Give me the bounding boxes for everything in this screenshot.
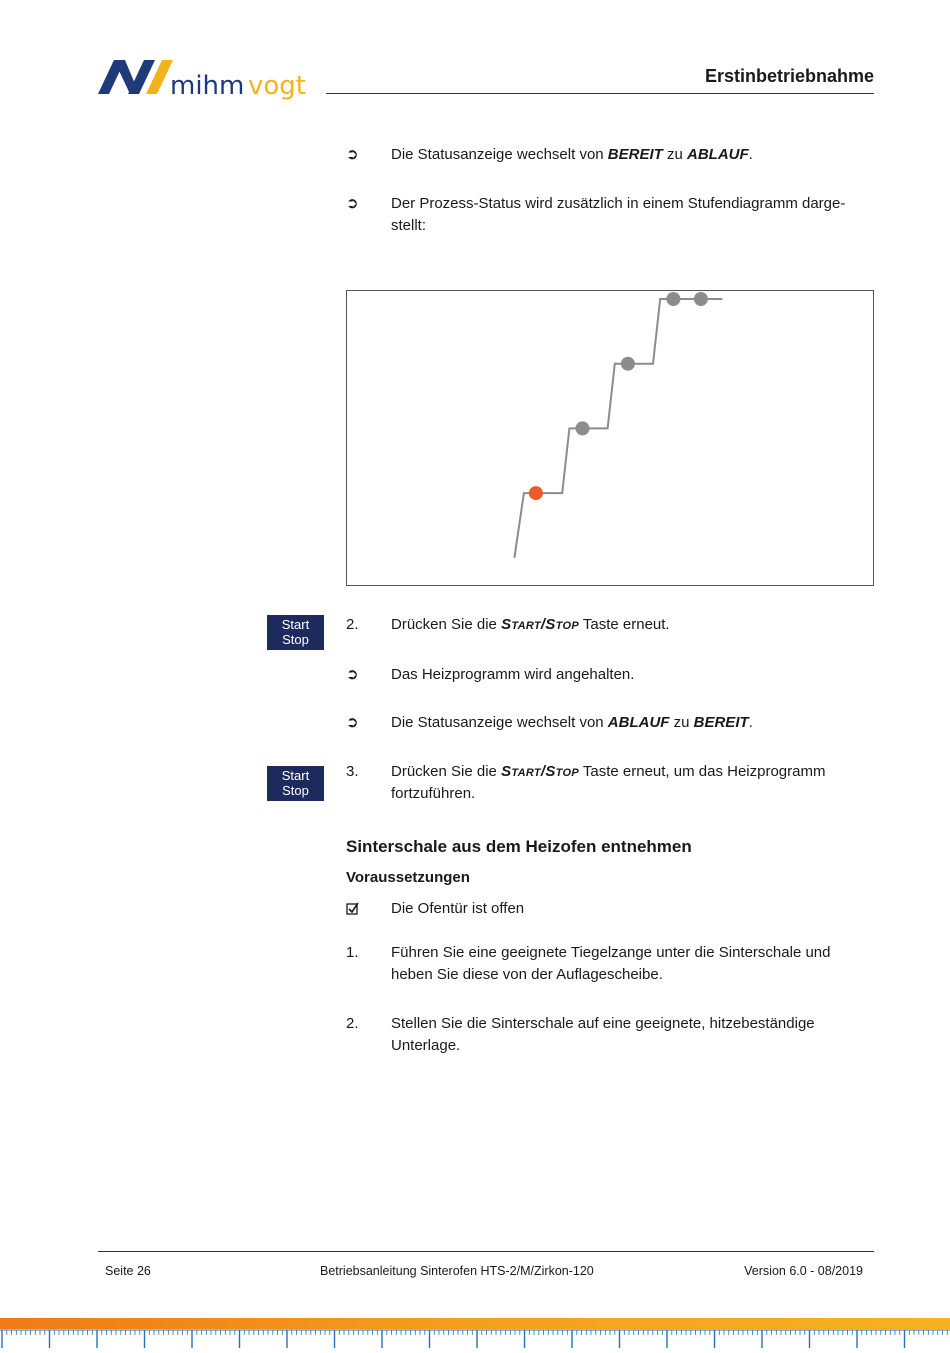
step-marker-pending-5	[694, 292, 708, 306]
step-resume-program	[391, 761, 876, 805]
result-arrow-icon: ➲	[346, 195, 359, 212]
step-number: 2.	[346, 1015, 359, 1032]
key-label-start: Start	[281, 617, 310, 632]
step-text: Taste erneut.	[578, 616, 670, 633]
page-number: Seite 26	[105, 1264, 151, 1278]
step-lift-tray	[391, 942, 876, 986]
document-name: Betriebsanleitung Sinterofen HTS-2/M/Zirkon-120	[320, 1264, 594, 1278]
result-text: Die Statusanzeige wechselt von	[391, 146, 608, 163]
result-line: stellt:	[391, 217, 427, 234]
logo-text-vogt: vogt	[248, 71, 306, 100]
step-number: 2.	[346, 616, 359, 633]
result-program-stopped: Das Heizprogramm wird angehalten.	[391, 666, 635, 683]
status-ablauf: ABLAUF	[687, 146, 749, 163]
step-line: Stellen Sie die Sinterschale auf eine geeignete, hitzebeständige	[391, 1015, 815, 1032]
step-line: Führen Sie eine geeignete Tiegelzange unter die Sinterschale und	[391, 944, 831, 961]
logo-text-mihm: mihm	[170, 71, 245, 100]
preconditions-heading: Voraussetzungen	[346, 869, 470, 886]
step-line: heben Sie diese von der Auflagescheibe.	[391, 966, 663, 983]
step-marker-current-1	[529, 486, 543, 500]
key-label-stop: Stop	[282, 783, 309, 798]
result-line: Der Prozess-Status wird zusätzlich in einem Stufendiagramm darge-	[391, 195, 846, 212]
step-text: Drücken Sie die	[391, 763, 502, 780]
key-name-start-stop: Start/Stop	[501, 763, 579, 780]
result-process-status	[391, 193, 876, 237]
footer-ruler	[0, 1329, 950, 1348]
step-diagram	[346, 290, 874, 586]
company-logo	[98, 56, 328, 100]
step-press-start-stop	[391, 614, 876, 636]
checked-box-icon	[346, 902, 360, 916]
step-number: 1.	[346, 944, 359, 961]
status-ablauf: ABLAUF	[607, 714, 670, 731]
result-status-change	[391, 712, 876, 734]
step-line: fortzuführen.	[391, 785, 476, 802]
key-name-start-stop: Start/Stop	[501, 616, 579, 633]
result-status-change	[391, 144, 876, 166]
step-marker-pending-3	[621, 357, 635, 371]
start-stop-key-icon	[267, 615, 324, 650]
status-bereit: BEREIT	[693, 714, 749, 731]
step-series-line	[514, 299, 722, 558]
step-number: 3.	[346, 763, 359, 780]
step-text: Taste erneut, um das Heizprogramm	[578, 763, 826, 780]
key-label-stop: Stop	[282, 632, 309, 647]
result-arrow-icon: ➲	[346, 146, 359, 163]
result-text: zu	[669, 714, 694, 731]
step-text: Drücken Sie die	[391, 616, 502, 633]
step-marker-pending-4	[666, 292, 680, 306]
result-text: .	[748, 146, 753, 163]
status-bereit: BEREIT	[607, 146, 663, 163]
logo-mark-icon	[98, 56, 328, 100]
document-version: Version 6.0 - 08/2019	[744, 1264, 863, 1278]
start-stop-key-icon	[267, 766, 324, 801]
precondition-door-open: Die Ofentür ist offen	[391, 900, 525, 917]
result-text: zu	[662, 146, 687, 163]
result-arrow-icon: ➲	[346, 666, 359, 683]
footer-color-bar	[0, 1318, 950, 1329]
page-title: Erstinbetriebnahme	[704, 66, 874, 86]
key-label-start: Start	[281, 768, 310, 783]
result-text: .	[748, 714, 753, 731]
result-arrow-icon: ➲	[346, 714, 359, 731]
step-line: Unterlage.	[391, 1037, 461, 1054]
header-divider	[326, 93, 874, 94]
result-text: Die Statusanzeige wechselt von	[391, 714, 608, 731]
section-heading: Sinterschale aus dem Heizofen entnehmen	[346, 837, 692, 856]
step-place-tray	[391, 1013, 876, 1057]
footer-divider	[98, 1251, 874, 1252]
step-marker-pending-2	[576, 421, 590, 435]
step-diagram-svg	[347, 291, 873, 585]
